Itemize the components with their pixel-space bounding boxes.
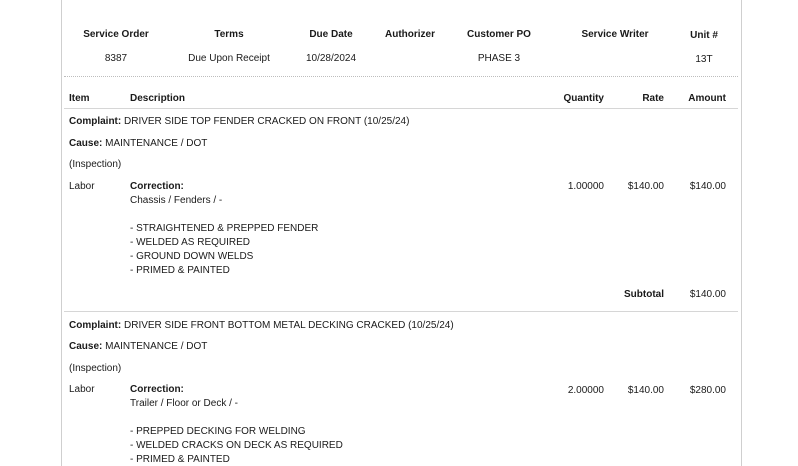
- correction-category: Trailer / Floor or Deck / -: [130, 398, 238, 409]
- header-value-due-date: 10/28/2024: [305, 53, 357, 64]
- complaint-text: DRIVER SIDE FRONT BOTTOM METAL DECKING CRACKED (10/25/24): [124, 320, 454, 331]
- quantity-value: 1.00000: [567, 181, 604, 192]
- column-header-description: Description: [130, 93, 186, 104]
- cause-text: MAINTENANCE / DOT: [105, 341, 208, 352]
- cause-line: [69, 341, 207, 352]
- header-label-authorizer: Authorizer: [385, 29, 435, 40]
- correction-step: - PREPPED DECKING FOR WELDING: [130, 426, 306, 437]
- header-label-service-order: Service Order: [83, 29, 149, 40]
- correction-category: Chassis / Fenders / -: [130, 195, 223, 206]
- header-value-customer-po: PHASE 3: [477, 53, 521, 64]
- complaint-label: Complaint:: [69, 320, 122, 331]
- column-header-item: Item: [69, 93, 90, 104]
- subtotal-value: $140.00: [689, 289, 726, 300]
- subtotal-label: Subtotal: [624, 289, 664, 300]
- amount-value: $140.00: [689, 181, 726, 192]
- cause-text: MAINTENANCE / DOT: [105, 138, 208, 149]
- inspection-text: (Inspection): [69, 363, 122, 374]
- job-divider: [64, 311, 738, 312]
- column-header-amount: Amount: [688, 93, 726, 104]
- header-label-customer-po: Customer PO: [467, 29, 531, 40]
- header-value-terms: Due Upon Receipt: [188, 53, 270, 64]
- header-value-unit: 13T: [695, 54, 713, 65]
- cause-label: Cause:: [69, 138, 103, 149]
- rate-value: $140.00: [627, 385, 664, 396]
- rate-value: $140.00: [627, 181, 664, 192]
- right-border: [741, 0, 742, 466]
- column-header-rate: Rate: [642, 93, 664, 104]
- table-header-divider: [64, 108, 738, 109]
- header-label-terms: Terms: [214, 29, 244, 40]
- correction-step: - WELDED AS REQUIRED: [130, 237, 251, 248]
- header-divider: [64, 76, 738, 77]
- cause-line: [69, 138, 207, 149]
- complaint-line: [69, 320, 454, 331]
- header-label-service-writer: Service Writer: [581, 29, 649, 40]
- complaint-line: [69, 116, 409, 127]
- correction-label: Correction:: [130, 181, 184, 192]
- header-label-due-date: Due Date: [309, 29, 353, 40]
- cause-label: Cause:: [69, 341, 103, 352]
- item-type: Labor: [69, 384, 95, 395]
- amount-value: $280.00: [689, 385, 726, 396]
- header-value-service-order: 8387: [104, 53, 128, 64]
- column-header-quantity: Quantity: [563, 93, 604, 104]
- header-label-unit: Unit #: [690, 30, 718, 41]
- correction-step: - PRIMED & PAINTED: [130, 454, 230, 465]
- left-border: [61, 0, 62, 466]
- correction-label: Correction:: [130, 384, 184, 395]
- quantity-value: 2.00000: [567, 385, 604, 396]
- item-type: Labor: [69, 181, 95, 192]
- complaint-label: Complaint:: [69, 116, 122, 127]
- correction-step: - GROUND DOWN WELDS: [130, 251, 254, 262]
- correction-step: - WELDED CRACKS ON DECK AS REQUIRED: [130, 440, 343, 451]
- correction-step: - PRIMED & PAINTED: [130, 265, 230, 276]
- complaint-text: DRIVER SIDE TOP FENDER CRACKED ON FRONT (10/25/24): [124, 116, 410, 127]
- correction-step: - STRAIGHTENED & PREPPED FENDER: [130, 223, 319, 234]
- inspection-text: (Inspection): [69, 159, 122, 170]
